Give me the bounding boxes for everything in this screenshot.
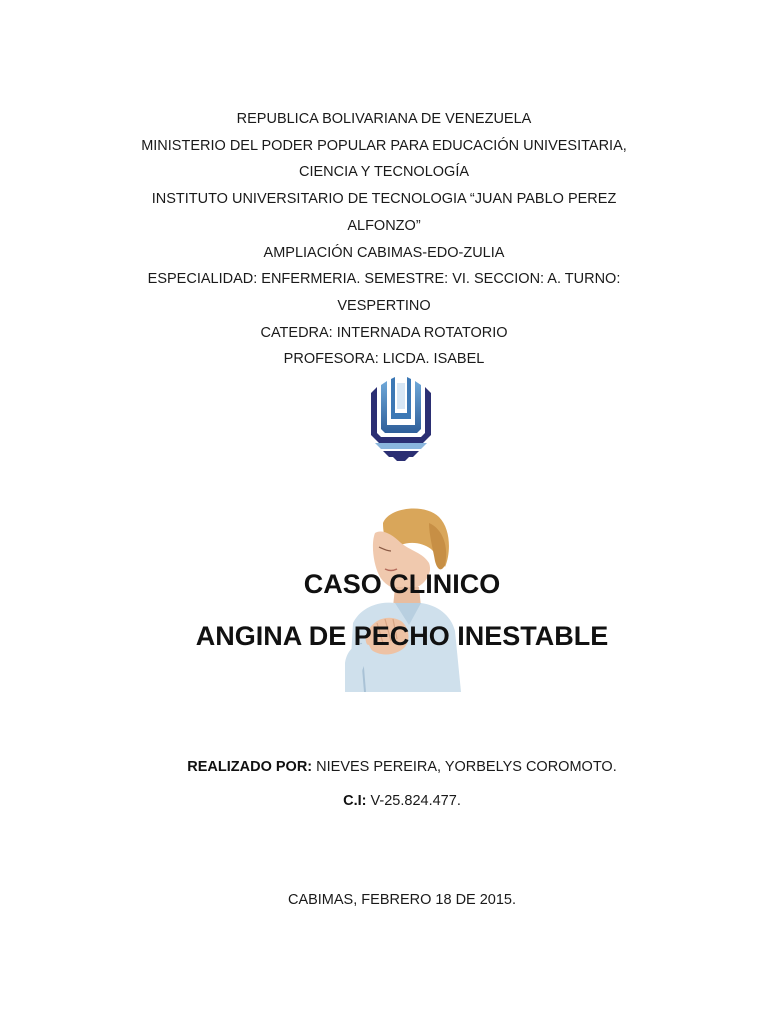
- document-title: CASO CLINICO: [303, 569, 501, 599]
- header-line: MINISTERIO DEL PODER POPULAR PARA EDUCACIÓN UNIVESITARIA,: [141, 137, 627, 154]
- header-line: CATEDRA: INTERNADA ROTATORIO: [260, 324, 508, 341]
- header-line: CIENCIA Y TECNOLOGÍA: [298, 164, 470, 181]
- author-line: [18, 757, 768, 777]
- institute-logo-icon: [367, 377, 435, 461]
- place-date: CABIMAS, FEBRERO 18 DE 2015.: [287, 892, 517, 908]
- header-line: PROFESORA: LICDA. ISABEL: [283, 351, 485, 368]
- header-line: REPUBLICA BOLIVARIANA DE VENEZUELA: [236, 111, 532, 127]
- institution-header: [0, 106, 768, 373]
- document-subtitle: ANGINA DE PECHO INESTABLE: [195, 621, 609, 651]
- header-line: INSTITUTO UNIVERSITARIO DE TECNOLOGIA “JUAN PABLO PEREZ: [151, 191, 617, 208]
- header-line: AMPLIACIÓN CABIMAS-EDO-ZULIA: [263, 244, 505, 261]
- header-line: VESPERTINO: [337, 297, 431, 314]
- id-label: C.I:: [343, 793, 367, 809]
- header-line: ESPECIALIDAD: ENFERMERIA. SEMESTRE: VI. SECCION: A. TURNO:: [147, 271, 621, 288]
- id-line: [18, 791, 768, 811]
- author-label: REALIZADO POR:: [187, 759, 313, 775]
- id-value: V-25.824.477.: [366, 793, 461, 809]
- header-line: ALFONZO”: [347, 217, 421, 234]
- author-value: NIEVES PEREIRA, YORBELYS COROMOTO.: [312, 759, 617, 775]
